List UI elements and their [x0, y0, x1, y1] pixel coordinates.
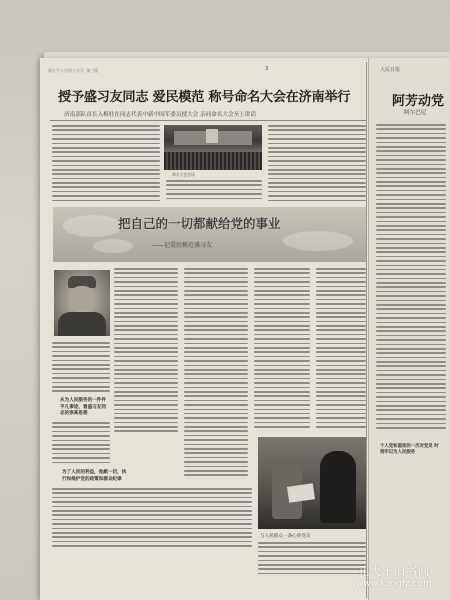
feature-subtitle: ——记爱民模范盛习友 [152, 242, 213, 249]
page-header: 第九千八百四十五号 第三版 [48, 68, 99, 73]
main-headline: 授予盛习友同志 爱民模范 称号命名大会在济南举行 [58, 90, 351, 105]
two-men-photo [258, 437, 366, 529]
soldier-portrait [54, 270, 110, 336]
feature-text-col-1 [114, 268, 178, 436]
adjacent-page-title: 阿芳动党 [392, 94, 445, 109]
page-number: 3 [265, 66, 269, 72]
feature-text-col-2 [184, 268, 248, 483]
watermark-site-name: 孔夫子旧书网 [357, 565, 430, 578]
adjacent-page-masthead: 人民日报 [380, 67, 401, 73]
adjacent-page-text [376, 124, 446, 434]
meeting-photo [164, 125, 262, 170]
watermark-url: www.kongfz.com [356, 579, 432, 589]
bottom-right-text [258, 542, 366, 582]
section-heading-2: 为了人民的利益，他献一切，执行和维护党的政策和群众纪律 [62, 470, 127, 482]
meeting-photo-caption: 命名大会会场 [172, 172, 195, 177]
column-divider [366, 62, 367, 598]
feature-text-col-0 [52, 342, 110, 394]
feature-text-bottom [52, 488, 252, 548]
feature-text-col-4 [316, 268, 366, 433]
watermark [356, 563, 432, 589]
article-text-col-2 [166, 180, 262, 204]
feature-text-col-0b [52, 422, 110, 466]
article-text-col-3 [268, 125, 366, 203]
adjacent-page-subtitle: 阿尔巴尼 [404, 110, 427, 116]
section-heading-1: 从为人民服务的一件件平凡事迹，看盛习友同志的崇高思想 [60, 398, 106, 417]
feature-title: 把自己的一切都献给党的事业 [118, 216, 281, 231]
main-subheadline: 济南部队首长入梅驻在同志代表中新中国军委员授大会 亲同命名大会至上讲话 [64, 112, 256, 118]
headline-rule [50, 120, 366, 121]
feature-text-col-3 [254, 268, 310, 433]
two-men-photo-caption: 与人民群众一条心的党员 [260, 534, 311, 539]
adjacent-page-caption: 个人党和国家的一次对党员 时刻牢记为人民服务 [380, 444, 439, 455]
article-text-col-1 [52, 125, 160, 203]
